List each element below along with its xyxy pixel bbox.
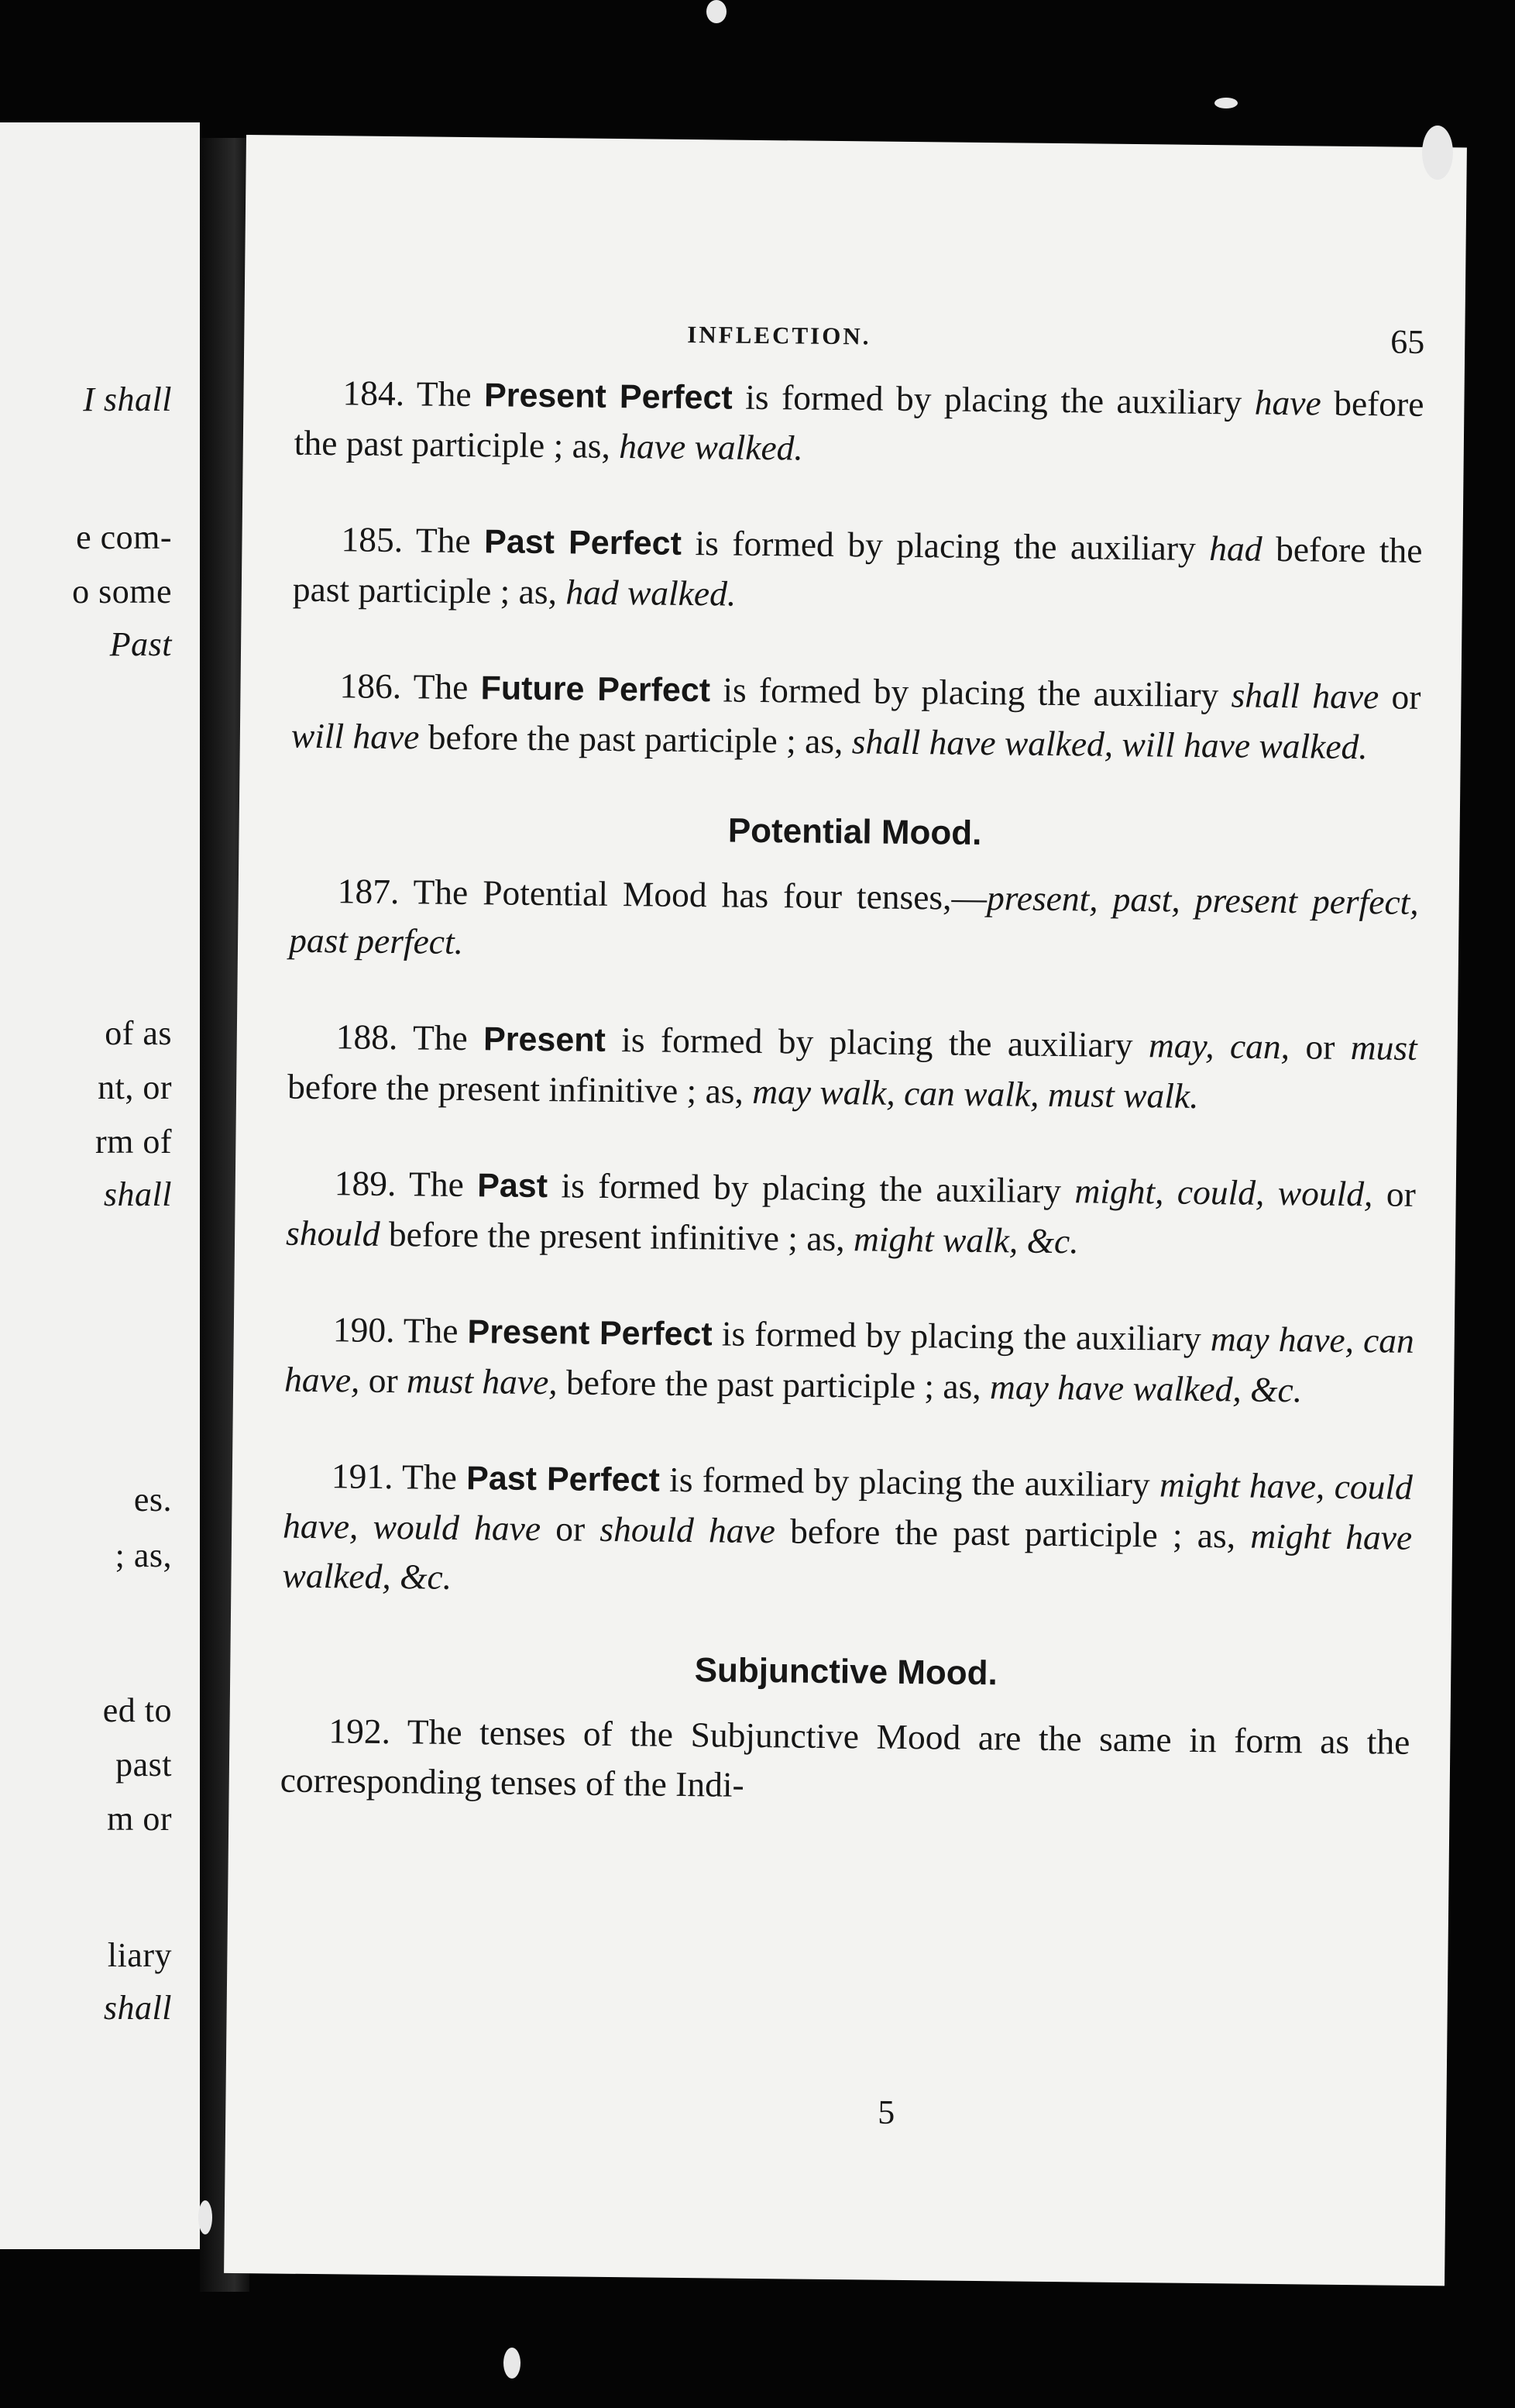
left-page-line: shall (103, 1175, 172, 1213)
numbered-paragraph (289, 866, 1419, 977)
numbered-paragraph (282, 1451, 1413, 1612)
paragraph-text: 189. The (334, 1163, 478, 1205)
paragraph-text: or (1372, 1174, 1417, 1214)
paragraph-text: 188. The (335, 1017, 484, 1058)
left-page-line: I shall (83, 380, 172, 418)
paragraph-text: or (1379, 676, 1421, 717)
italic-example: should have (599, 1508, 776, 1551)
italic-example: may have, can have, (283, 1319, 1415, 1400)
paragraph-text: or (359, 1360, 407, 1401)
dust-speck (1214, 98, 1238, 108)
numbered-paragraph (286, 1158, 1416, 1270)
italic-example: had walked. (565, 572, 737, 614)
numbered-paragraph (284, 1305, 1414, 1416)
italic-example: present, past, present perfect, past perfect. (288, 878, 1419, 961)
bold-term: Present Perfect (483, 377, 733, 417)
paragraph-text: is formed by placing the auxiliary (732, 377, 1256, 422)
italic-example: must (1350, 1027, 1417, 1068)
signature-mark: 5 (878, 2093, 895, 2131)
italic-example: shall have walked, will have walked. (851, 721, 1368, 767)
italic-example: had (1209, 528, 1262, 569)
left-page-line: m or (107, 1800, 172, 1838)
bold-term: Present (483, 1020, 606, 1059)
numbered-paragraph (287, 1012, 1417, 1123)
paragraph-text: before the present infinitive ; as, (380, 1213, 854, 1259)
bold-term: Past Perfect (465, 1460, 661, 1499)
paragraph-text: is formed by placing the auxiliary (712, 1313, 1211, 1359)
left-page-line: e com- (76, 518, 172, 556)
page-65 (224, 135, 1467, 2286)
italic-example: might walk, &c. (853, 1219, 1079, 1261)
left-page-line: rm of (94, 1123, 172, 1161)
paragraph-text: is formed by placing the auxiliary (709, 669, 1232, 715)
page-number: 65 (1390, 322, 1425, 361)
paragraph-text: 192. The tenses of the Subjunctive Mood are the same in form as the corresponding tenses of the Indi- (280, 1711, 1410, 1804)
left-page-line: Past (109, 625, 172, 663)
italic-example: must have, (406, 1361, 558, 1402)
paragraph-text: is formed by placing the auxiliary (681, 522, 1210, 569)
italic-example: shall have (1231, 675, 1379, 717)
italic-example: may, can, (1148, 1025, 1290, 1067)
dust-speck (198, 2200, 212, 2234)
paragraph-text: before the past participle ; as, (292, 528, 1423, 612)
left-page-line: ; as, (115, 1536, 172, 1574)
paragraph-text: 184. The (342, 373, 485, 415)
running-head: INFLECTION. (687, 320, 871, 350)
paragraph-text: or (1289, 1027, 1352, 1067)
italic-example: should (285, 1213, 380, 1254)
paragraph-text: 185. The (341, 519, 485, 561)
paragraph-text: 187. The Potential Mood has four tenses,— (337, 871, 988, 918)
left-page-line: of as (105, 1014, 172, 1052)
left-page-line: shall (103, 1989, 172, 2027)
italic-example: might, could, would, (1074, 1171, 1373, 1214)
page-header (244, 310, 1465, 370)
paragraph-text: is formed by placing the auxiliary (547, 1165, 1075, 1211)
left-page-line: ed to (102, 1691, 172, 1729)
bold-term: Future Perfect (480, 669, 711, 710)
left-page-fragment (0, 122, 200, 2249)
italic-example: will have (290, 715, 420, 757)
numbered-paragraph (280, 1706, 1410, 1817)
left-page-line: nt, or (98, 1068, 172, 1106)
numbered-paragraph (291, 661, 1421, 772)
dust-speck (1422, 126, 1453, 180)
paragraph-text: 190. The (332, 1309, 468, 1351)
left-page-line: past (115, 1746, 172, 1784)
numbered-paragraph (294, 368, 1424, 480)
dust-speck (503, 2348, 520, 2379)
dust-speck (706, 0, 727, 23)
left-page-line: liary (107, 1936, 172, 1974)
left-page-line: o some (72, 573, 172, 611)
italic-example: may have walked, &c. (989, 1367, 1303, 1410)
section-heading: Subjunctive Mood. (694, 1651, 998, 1693)
left-page-line: es. (133, 1481, 172, 1519)
paragraph-text: before the past participle ; as, (419, 717, 853, 762)
italic-example: might have, could have, would have (282, 1464, 1414, 1549)
paragraph-text: or (540, 1508, 600, 1549)
paragraph-text: before the past participle ; as, (557, 1362, 991, 1407)
italic-example: have (1254, 382, 1321, 423)
paragraph-text: is formed by placing the auxiliary (659, 1459, 1160, 1505)
paragraph-text: before the past participle ; as, (775, 1511, 1251, 1556)
bold-term: Past (476, 1167, 548, 1206)
paragraph-text: is formed by placing the auxiliary (605, 1019, 1149, 1065)
paragraph-text: 191. The (331, 1456, 467, 1498)
bold-term: Present Perfect (467, 1313, 713, 1354)
paragraph-text: before the past participle ; as, (294, 383, 1424, 466)
section-heading: Potential Mood. (727, 811, 982, 852)
bold-term: Past Perfect (483, 523, 682, 562)
italic-example: might have walked, &c. (282, 1515, 1413, 1597)
paragraph-text: 186. The (339, 666, 481, 707)
paragraph-text: before the present infinitive ; as, (287, 1066, 753, 1111)
page-body (280, 368, 1424, 1863)
italic-example: have walked. (619, 426, 804, 468)
numbered-paragraph (293, 514, 1423, 626)
italic-example: may walk, can walk, must walk. (751, 1071, 1199, 1116)
